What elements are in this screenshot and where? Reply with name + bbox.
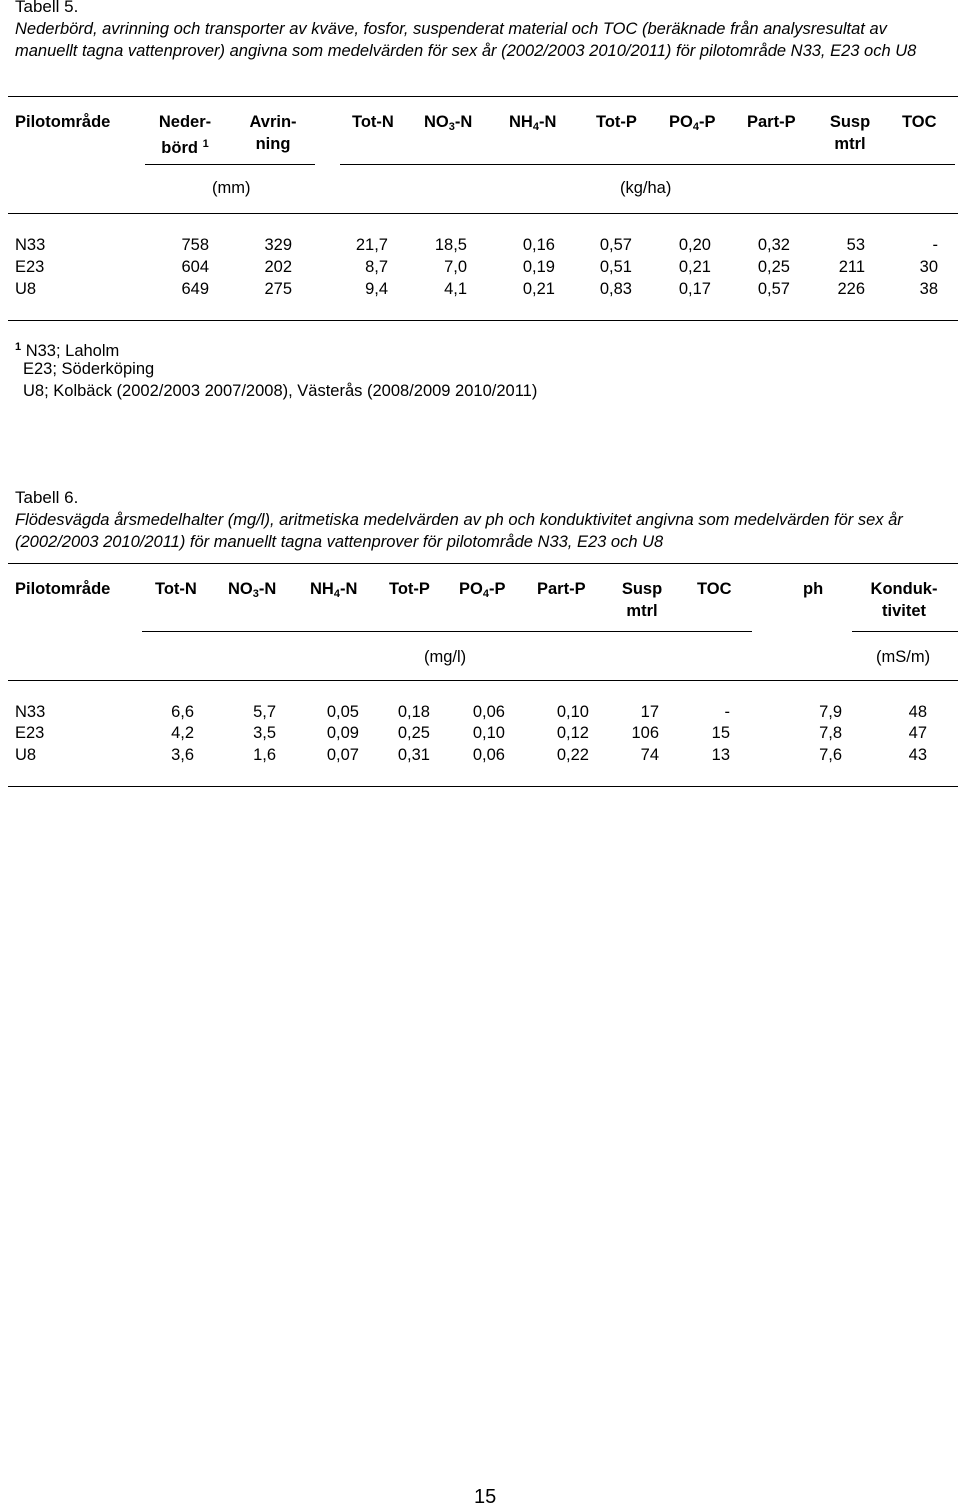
cell: 7,6 [819, 746, 842, 764]
table6-header-nh4n: $NH_4-N$ [310, 580, 358, 600]
cell: 0,16 [522, 236, 555, 254]
cell: 106 [631, 724, 659, 742]
row-name: E23 [15, 258, 45, 276]
cell: 0,06 [472, 703, 505, 721]
table5-header-toc: TOC [902, 113, 937, 131]
cell: 1,6 [253, 746, 276, 764]
table5-caption: Nederbörd, avrinning och transporter av kväve, fosfor, suspenderat material och TOC (beräknade från analysresultat av manuellt tagna vattenprover) angivna som medelvärden för sex år (2002/2003 2010/2011) för pilotområde N33, E23 och U8 [15, 20, 917, 60]
cell: 17 [640, 703, 659, 721]
row-name: U8 [15, 280, 37, 298]
table6-header-toc: TOC [697, 580, 732, 598]
row-name: U8 [15, 746, 37, 764]
table5-top-rule [8, 96, 958, 97]
cell: 43 [908, 746, 927, 764]
cell: 0,21 [522, 280, 555, 298]
table6-header-po4p: $PO_4-P$ [459, 580, 506, 600]
cell: 0,06 [472, 746, 505, 764]
cell: 0,32 [757, 236, 790, 254]
row-name: E23 [15, 724, 45, 742]
table5-header-nh4n: $NH_4-N$ [509, 113, 557, 133]
cell: 226 [837, 280, 865, 298]
table6-header-totp: Tot-P [389, 580, 430, 598]
cell: 0,10 [472, 724, 505, 742]
page-number: 15 [474, 1486, 497, 1508]
table5-header-bottom-rule [8, 213, 958, 214]
table5-header-partp: Part-P [747, 113, 796, 131]
table5-mm-rule [145, 164, 315, 165]
cell: 8,7 [365, 258, 388, 276]
cell: 0,21 [678, 258, 711, 276]
cell: 3,5 [253, 724, 276, 742]
table6-caption: Flödesvägda årsmedelhalter (mg/l), aritmetiska medelvärden av ph och konduktivitet angivna som medelvärden för sex år (2002/2003 2010/2011) för manuellt tagna vattenprover för pilotområde N33, E23 och U8 [15, 511, 903, 551]
cell: 211 [838, 258, 865, 276]
cell: 7,0 [444, 258, 467, 276]
table6-label: Tabell 6. [15, 488, 79, 507]
cell: 4,1 [444, 280, 467, 298]
table5-unit-mm: (mm) [212, 179, 251, 197]
table5-kgha-rule [340, 164, 955, 165]
table6-msm-rule [852, 631, 958, 632]
cell: 0,12 [556, 724, 589, 742]
cell: 48 [908, 703, 927, 721]
table6-header-ph: ph [803, 580, 824, 598]
table6-top-rule [8, 563, 958, 564]
cell: 275 [264, 280, 292, 298]
cell: 0,09 [326, 724, 359, 742]
table6-mgl-rule [142, 631, 752, 632]
cell: 9,4 [365, 280, 388, 298]
cell: 0,25 [757, 258, 790, 276]
table5-header-totn: Tot-N [352, 113, 394, 131]
table6-header-bottom-rule [8, 680, 958, 681]
table5-label: Tabell 5. [15, 0, 79, 16]
cell: 38 [919, 280, 938, 298]
table5-footnote-3: U8; Kolbäck (2002/2003 2007/2008), Västerås (2008/2009 2010/2011) [23, 382, 538, 400]
cell: 329 [264, 236, 292, 254]
table6-header-no3n: $NO_3-N$ [228, 580, 277, 600]
cell: - [932, 236, 938, 254]
table5-header-pilot: Pilotområde [15, 113, 111, 131]
cell: 7,8 [819, 724, 842, 742]
cell: 0,83 [599, 280, 632, 298]
cell: 0,18 [397, 703, 430, 721]
table6-header-totn: Tot-N [155, 580, 197, 598]
cell: 202 [264, 258, 292, 276]
table5-footnote-2: E23; Söderköping [23, 360, 155, 378]
table6-unit-mgl: (mg/l) [424, 648, 467, 666]
cell: 0,57 [757, 280, 790, 298]
cell: 0,57 [599, 236, 632, 254]
cell: 6,6 [171, 703, 194, 721]
cell: - [724, 703, 730, 721]
table6-header-susp: Susp mtrl [621, 580, 663, 620]
table5-unit-kgha: (kg/ha) [620, 179, 672, 197]
table5-header-avrinning: Avrin- ning [249, 113, 297, 153]
cell: 30 [919, 258, 938, 276]
table5-header-no3n: $NO_3-N$ [424, 113, 473, 133]
cell: 0,51 [599, 258, 632, 276]
cell: 18,5 [434, 236, 467, 254]
cell: 13 [711, 746, 730, 764]
cell: 649 [181, 280, 209, 298]
cell: 0,07 [326, 746, 359, 764]
cell: 3,6 [171, 746, 194, 764]
cell: 0,22 [556, 746, 589, 764]
table5-header-totp: Tot-P [596, 113, 637, 131]
cell: 53 [846, 236, 865, 254]
table5-header-po4p: $PO_4-P$ [669, 113, 716, 133]
cell: 0,10 [556, 703, 589, 721]
cell: 7,9 [819, 703, 842, 721]
cell: 0,20 [678, 236, 711, 254]
cell: 4,2 [171, 724, 194, 742]
table6-header-konduktivitet: Konduk- tivitet [870, 580, 938, 620]
cell: 604 [181, 258, 209, 276]
cell: 0,25 [397, 724, 430, 742]
cell: 74 [640, 746, 659, 764]
cell: 0,19 [522, 258, 555, 276]
table5-header-susp: Susp mtrl [829, 113, 871, 153]
row-name: N33 [15, 236, 46, 254]
row-name: N33 [15, 703, 46, 721]
table5-footnote-1: $^1$ N33; Laholm [15, 341, 120, 360]
cell: 21,7 [355, 236, 388, 254]
cell: 15 [711, 724, 730, 742]
table6-header-partp: Part-P [537, 580, 586, 598]
table6-unit-msm: (mS/m) [876, 648, 931, 666]
cell: 0,17 [678, 280, 711, 298]
table6-bottom-rule [8, 786, 958, 787]
cell: 0,05 [326, 703, 359, 721]
cell: 0,31 [397, 746, 430, 764]
table5-bottom-rule [8, 320, 958, 321]
table5-header-nederbord: Neder- börd $^1$ [158, 113, 212, 157]
table6-header-pilot: Pilotområde [15, 580, 111, 598]
cell: 758 [181, 236, 209, 254]
cell: 47 [908, 724, 927, 742]
cell: 5,7 [253, 703, 276, 721]
